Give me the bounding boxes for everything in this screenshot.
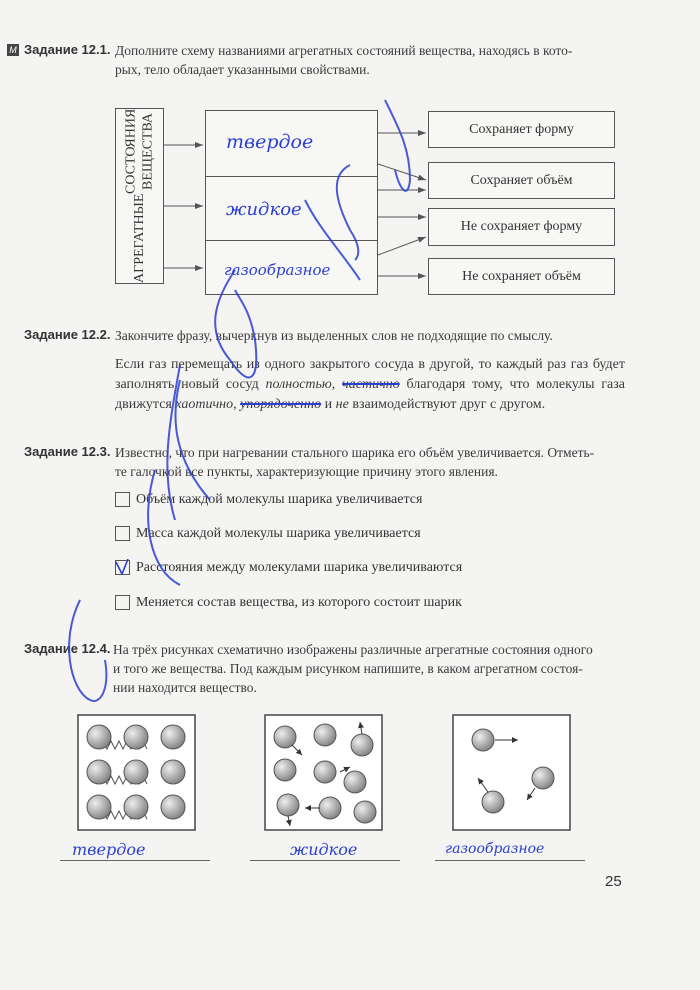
state-box-liquid[interactable]: [205, 176, 378, 241]
option-word-struck[interactable]: упорядоченно: [240, 397, 322, 412]
task-12-3-text: [115, 443, 625, 481]
checkbox-option[interactable]: [115, 492, 422, 508]
checkbox[interactable]: [115, 492, 130, 507]
option-word[interactable]: хаотично: [175, 397, 234, 412]
checkbox[interactable]: [115, 526, 130, 541]
handwritten-answer: жидкое: [290, 840, 358, 859]
option-label: Масса каждой молекулы шарика увеличивается: [136, 526, 421, 541]
checkbox-option[interactable]: [115, 595, 462, 611]
text: и: [321, 397, 336, 412]
checkbox[interactable]: [115, 595, 130, 610]
answer-line-liquid[interactable]: [250, 840, 400, 861]
answer-line-gas[interactable]: [435, 840, 585, 861]
handwritten-answer: твердое: [226, 131, 314, 153]
option-word-struck[interactable]: частично: [342, 377, 400, 392]
handwritten-answer: твердое: [72, 840, 146, 859]
handwritten-answer: газообразное: [445, 841, 545, 857]
checkbox-checked[interactable]: [115, 560, 130, 575]
page-number: 25: [605, 873, 622, 890]
task-12-2-label: Задание 12.2.: [24, 327, 111, 342]
handwritten-answer: жидкое: [226, 199, 302, 220]
text: ,: [331, 377, 343, 392]
task-12-2-text: Закончите фразу, вычеркнув из выделенных слов не подходящие по смыслу.: [115, 328, 553, 343]
text-line: Дополните схему названиями агрегатных состояний вещества, находясь в кото-: [115, 43, 573, 58]
option-word[interactable]: не: [335, 397, 349, 412]
task-12-2-paragraph: [115, 355, 625, 415]
checkbox-option[interactable]: [115, 560, 462, 576]
property-box: Не сохраняет форму: [428, 208, 615, 246]
root-label: АГРЕГАТНЫЕ: [132, 193, 147, 284]
text-line: нии находится вещество.: [113, 680, 257, 695]
option-label: Расстояния между молекулами шарика увеличиваются: [136, 560, 463, 575]
text-line: На трёх рисунках схематично изображены различные агрегатные состояния одного: [113, 642, 593, 657]
task-12-1-label: Задание 12.1.: [24, 42, 111, 57]
text: Если газ перемещать из одного закрытого сосуда в другой, то каждый раз газ будет заполнять новый сосуд: [115, 357, 625, 392]
checkbox-option[interactable]: [115, 526, 421, 542]
check-mark-icon: [115, 559, 130, 574]
text-line: рых, тело обладает указанными свойствами.: [115, 62, 370, 77]
answer-line-solid[interactable]: [60, 840, 210, 861]
task-12-3-label: Задание 12.3.: [24, 444, 111, 459]
text: благодаря тому, что молекулы газа движутся: [115, 377, 626, 412]
states-root-box: [115, 108, 164, 284]
state-box-solid[interactable]: [205, 110, 378, 182]
text-line: и того же вещества. Под каждым рисунком напишите, в каком агрегатном состоя-: [113, 661, 583, 676]
option-word[interactable]: полностью: [265, 377, 332, 392]
text-line: те галочкой все пункты, характеризующие причину этого явления.: [115, 464, 498, 479]
property-box: Сохраняет форму: [428, 111, 615, 148]
m-badge: M: [7, 44, 19, 56]
gas-figure: [453, 715, 570, 830]
handwritten-answer: газообразное: [224, 261, 331, 279]
task-12-4-label: Задание 12.4.: [24, 641, 111, 656]
text: взаимодействуют друг с другом.: [348, 397, 546, 412]
property-box: Не сохраняет объём: [428, 258, 615, 295]
text-line: Известно, что при нагревании стального шарика его объём увеличивается. Отметь-: [115, 445, 595, 460]
text: ,: [233, 397, 241, 412]
option-label: Меняется состав вещества, из которого состоит шарик: [136, 595, 462, 610]
state-box-gas[interactable]: [205, 240, 378, 295]
task-12-4-text: [113, 640, 628, 697]
option-label: Объём каждой молекулы шарика увеличивается: [136, 492, 423, 507]
property-box: Сохраняет объём: [428, 162, 615, 199]
liquid-figure: [265, 715, 382, 830]
solid-figure: [78, 715, 195, 830]
root-label: СОСТОЯНИЯ ВЕЩЕСТВА: [123, 108, 156, 194]
state-figures: [0, 700, 700, 840]
